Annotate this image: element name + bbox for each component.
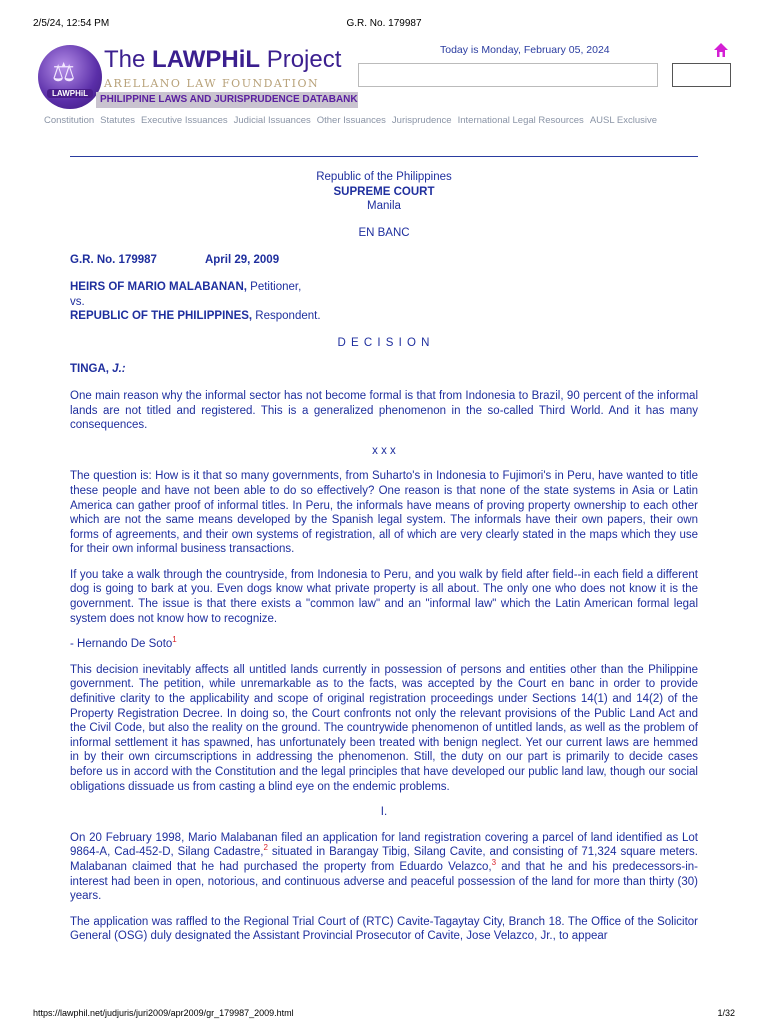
- logo-title: The LAWPHiL Project: [104, 46, 342, 73]
- court-name: SUPREME COURT: [333, 185, 435, 198]
- nav-item-executive-issuances[interactable]: Executive Issuances: [141, 115, 228, 126]
- nav-item-ausl-exclusive[interactable]: AUSL Exclusive: [589, 115, 658, 126]
- print-title: G.R. No. 179987: [346, 18, 422, 29]
- print-page-number: 1/32: [717, 1008, 735, 1018]
- petitioner-line: HEIRS OF MARIO MALABANAN, Petitioner,: [70, 280, 302, 293]
- epigraph-paragraph-1: One main reason why the informal sector has not become formal is that from Indonesia to Brazil, 90 percent of the informal lands are not titled and registered. This is a generalized phenomenon in the so-called Third World. And it has many consequences.: [70, 389, 698, 432]
- search-input[interactable]: [358, 63, 658, 87]
- respondent-line: REPUBLIC OF THE PHILIPPINES, Respondent.: [70, 310, 321, 323]
- epigraph-paragraph-2: The question is: How is it that so many governments, from Suharto's in Indonesia to Fujimori's in Peru, have wanted to title these people and have not been able to do so effectively? One reason is that none of the state systems in Asia or Latin America can gather proof of informal titles. In Peru, the informals have means of proving property ownership to each other which are not the same means developed by the Spanish legal system. The informals have their own papers, their own forms of agreements, and their own systems of registration, all of which are very clearly stated in the maps which they use for their own informal business transactions.: [70, 470, 698, 556]
- section-heading: I.: [380, 806, 388, 819]
- print-datetime: 2/5/24, 12:54 PM: [33, 18, 110, 29]
- nav-item-statutes[interactable]: Statutes: [100, 115, 136, 126]
- footnote-link-1[interactable]: 1: [172, 635, 177, 645]
- divider: [70, 156, 698, 157]
- case-number-line: [70, 253, 698, 268]
- ellipsis-marker: x x x: [372, 444, 396, 457]
- logo-badge: LAWPHiL: [47, 89, 93, 98]
- paragraph-intro: This decision inevitably affects all untitled lands currently in possession of persons and entities other than the Philippine government. The petition, while unremarkable as to the facts, was accepted by the Court en banc in order to provide definitive clarity to the applicability and scope of original registration proceedings under Sections 14(1) and 14(2) of the Property Registration Decree. In doing so, the Court confronts not only the relevant provisions of the Public Land Act and the Civil Code, but also the reality on the ground. The countrywide phenomenon of untitled lands, as well as the problem of informal settlement it has spawned, has unfortunately been treated with benign neglect. Yet our current laws are hemmed in by their own circumscriptions in addressing the phenomenon. Still, the duty on our part is primarily to decide cases before us in accord with the Constitution and the legal principles that have developed our public land law, though our social obligations dissuade us from casting a blind eye on the endemic problems.: [70, 663, 698, 793]
- republic-line: Republic of the Philippines: [316, 171, 452, 183]
- search-button[interactable]: [672, 63, 731, 87]
- nav-item-other-issuances[interactable]: Other Issuances: [316, 115, 386, 126]
- ponente: TINGA, J.:: [70, 363, 126, 376]
- logo-databank: PHILIPPINE LAWS AND JURISPRUDENCE DATABANK: [96, 92, 358, 108]
- gr-number: G.R. No. 179987: [70, 254, 157, 267]
- footnote-link-2[interactable]: 2: [263, 843, 268, 853]
- decision-document: [70, 170, 698, 944]
- paragraph-facts-2: The application was raffled to the Regional Trial Court of (RTC) Cavite-Tagaytay City, Branch 18. The Office of the Solicitor General (OSG) duly designated the Assistant Provincial Prosecutor of Cavite, Jose Velazco, Jr., to appear: [70, 915, 698, 943]
- decision-heading: D E C I S I O N: [337, 336, 431, 349]
- scales-icon: ⚖: [52, 57, 76, 87]
- print-url: https://lawphil.net/judjuris/juri2009/apr2009/gr_179987_2009.html: [33, 1008, 294, 1018]
- nav-item-constitution[interactable]: Constitution: [44, 115, 95, 126]
- lawphil-logo[interactable]: [38, 40, 358, 114]
- logo-emblem: [38, 45, 102, 109]
- vs-line: vs.: [70, 295, 85, 308]
- today-date: Today is Monday, February 05, 2024: [440, 44, 610, 56]
- court-city: Manila: [367, 200, 401, 213]
- footnote-link-3[interactable]: 3: [491, 858, 497, 868]
- division: EN BANC: [358, 226, 410, 239]
- nav-item-jurisprudence[interactable]: Jurisprudence: [391, 115, 452, 126]
- main-nav: [44, 115, 663, 126]
- logo-subtitle: ARELLANO LAW FOUNDATION: [104, 77, 320, 90]
- attribution: - Hernando De Soto$^1$: [70, 635, 177, 651]
- home-icon[interactable]: [713, 42, 729, 58]
- paragraph-facts-1: On 20 February 1998, Mario Malabanan filed an application for land registration covering a parcel of land identified as Lot 9864-A, Cad-452-D, Silang Cadastre,$^2$ situated in Barangay Tibig, Silang Cavite, and consisting of 71,324 square meters. Malabanan claimed that he had purchased the property from Eduardo Velazco,$^3$ and that he and his predecessors-in-interest had been in open, notorious, and continuous adverse and peaceful possession of the land for more than thirty (30) years.: [70, 831, 699, 903]
- nav-item-international-legal-resources[interactable]: International Legal Resources: [457, 115, 584, 126]
- case-date: April 29, 2009: [204, 254, 280, 267]
- nav-item-judicial-issuances[interactable]: Judicial Issuances: [233, 115, 311, 126]
- epigraph-paragraph-3: If you take a walk through the countryside, from Indonesia to Peru, and you walk by field after field--in each field a different dog is going to bark at you. Even dogs know what private property is all about. The only one who does not know it is the government. The issue is that there exists a "common law" and an "informal law" which the Latin American formal legal system does not know how to recognize.: [70, 568, 698, 625]
